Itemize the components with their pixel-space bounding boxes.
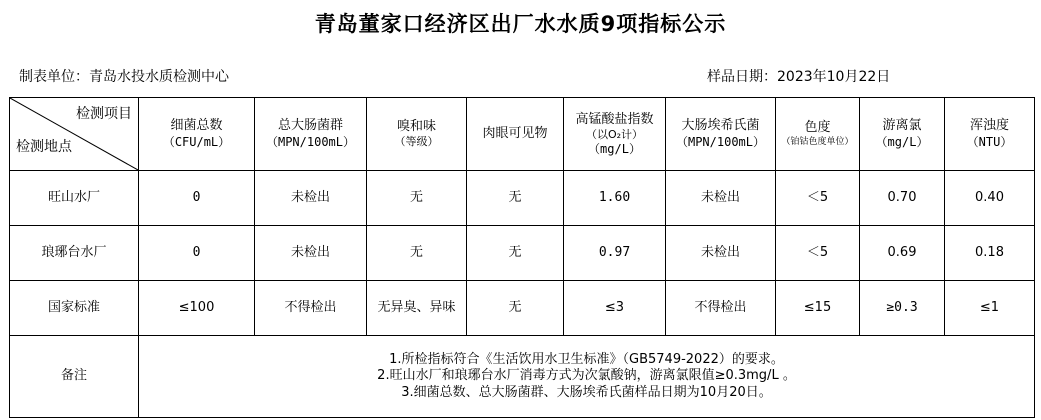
table-cell: 无 (367, 226, 467, 281)
column-header-unit: （MPN/100mL） (265, 134, 356, 149)
column-header-name: 嗅和味 (396, 119, 436, 134)
table-cell: 不得检出 (255, 281, 367, 336)
table-cell: ≤1 (945, 281, 1035, 336)
table-cell: 无 (467, 171, 564, 226)
column-header (945, 98, 1035, 171)
column-header (666, 98, 776, 171)
page-title: 青岛董家口经济区出厂水水质9项指标公示 (314, 12, 727, 36)
table-cell: 0 (139, 171, 255, 226)
table-cell: 0 (139, 226, 255, 281)
column-header-name: 浑浊度 (969, 118, 1009, 134)
column-header-name: 肉眼可见物 (482, 125, 548, 141)
table-cell: 不得检出 (666, 281, 776, 336)
note-line: 2.旺山水厂和琅琊台水厂消毒方式为次氯酸钠，游离氯限值≥0.3mg/L 。 (377, 368, 796, 384)
column-header-name: 大肠埃希氏菌 (681, 118, 760, 134)
table-row (10, 171, 1035, 226)
corner-header-cell (10, 98, 139, 171)
table-cell: 0.69 (860, 226, 945, 281)
table-cell: 0.70 (860, 171, 945, 226)
table-cell: 无 (367, 171, 467, 226)
table-cell: 无异臭、异味 (367, 281, 467, 336)
header-row (10, 98, 1035, 171)
table-cell: 未检出 (666, 226, 776, 281)
row-label: 国家标准 (10, 281, 139, 336)
note-line: 3.细菌总数、总大肠菌群、大肠埃希氏菌样品日期为10月20日。 (401, 384, 772, 400)
issuing-unit: 制表单位：青岛水投水质检测中心 (19, 69, 229, 85)
table-cell: ≤100 (139, 281, 255, 336)
notes-row (10, 336, 1035, 418)
column-header (255, 98, 367, 171)
table-cell: 无 (467, 281, 564, 336)
column-header (367, 98, 467, 171)
column-header (860, 98, 945, 171)
column-header-name: 细菌总数 (170, 118, 223, 134)
column-header-unit: （CFU/mL） (162, 134, 231, 149)
column-header-unit: （铂钴色度单位） (781, 136, 854, 147)
table-cell: 未检出 (255, 226, 367, 281)
table-row (10, 226, 1035, 281)
table-cell: 1.60 (564, 171, 666, 226)
table-cell: ＜5 (776, 226, 860, 281)
column-header-name: 高锰酸盐指数 (575, 111, 654, 127)
row-label: 琅琊台水厂 (10, 226, 139, 281)
table-cell: 0.97 (564, 226, 666, 281)
column-header (776, 98, 860, 171)
note-line: 1.所检指标符合《生活饮用水卫生标准》（GB5749-2022）的要求。 (389, 352, 784, 368)
table-cell: ≥0.3 (860, 281, 945, 336)
column-header-name: 色度 (804, 120, 831, 136)
table-row (10, 281, 1035, 336)
column-header (467, 98, 564, 171)
table-cell: 无 (467, 226, 564, 281)
column-header (564, 98, 666, 171)
corner-location-label: 检测地点 (16, 138, 72, 155)
notes-label: 备注 (10, 336, 139, 418)
water-quality-table (9, 97, 1035, 418)
column-header-unit: （NTU） (966, 134, 1013, 149)
column-header-unit: （等级） (394, 135, 439, 149)
table-cell: ≤3 (564, 281, 666, 336)
column-header-unit-secondary: （mg/L） (588, 141, 641, 156)
sample-date: 样品日期：2023年10月22日 (707, 69, 891, 85)
corner-item-label: 检测项目 (76, 106, 132, 122)
table-cell: ＜5 (776, 171, 860, 226)
column-header-name: 游离氯 (882, 118, 922, 134)
column-header (139, 98, 255, 171)
table-cell: 未检出 (666, 171, 776, 226)
row-label: 旺山水厂 (10, 171, 139, 226)
table-cell: 未检出 (255, 171, 367, 226)
table-cell: ≤15 (776, 281, 860, 336)
column-header-unit: （MPN/100mL） (675, 134, 766, 149)
table-cell: 0.18 (945, 226, 1035, 281)
column-header-unit: （mg/L） (875, 134, 929, 149)
column-header-unit: （以O₂计） (585, 127, 644, 141)
column-header-name: 总大肠菌群 (277, 118, 343, 134)
table-cell: 0.40 (945, 171, 1035, 226)
notes-cell (139, 336, 1035, 418)
